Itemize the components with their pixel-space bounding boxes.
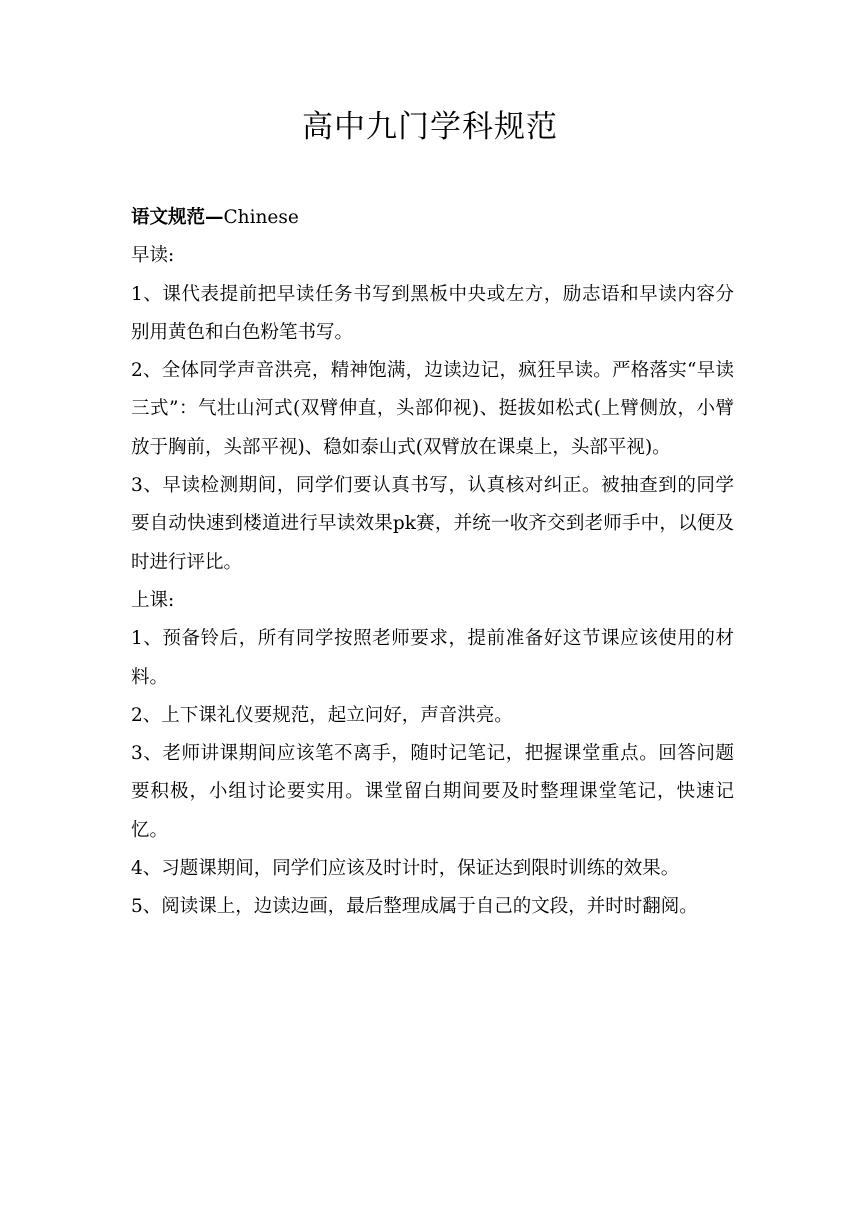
morning-reading-item-1: 1、课代表提前把早读任务书写到黑板中央或左方，励志语和早读内容分别用黄色和白色粉笔书写。 — [131, 283, 734, 343]
document-body — [131, 199, 734, 927]
section-heading-morning-reading: 早读: — [131, 245, 175, 267]
section-heading-class: 上课: — [131, 589, 175, 611]
morning-reading-item-2: 2、全体同学声音洪亮，精神饱满，边读边记，疯狂早读。严格落实“早读三式”：气壮山河式(双臂伸直，头部仰视)、挺拔如松式(上臂侧放，小臂放于胸前，头部平视)、稳如泰山式(双臂放在课桌上，头部平视)。 — [131, 360, 734, 458]
document-title: 高中九门学科规范 — [302, 109, 558, 145]
morning-reading-item-3: 3、早读检测期间，同学们要认真书写，认真核对纠正。被抽查到的同学要自动快速到楼道进行早读效果pk赛，并统一收齐交到老师手中，以便及时进行评比。 — [131, 475, 734, 573]
class-item-5: 5、阅读课上，边读边画，最后整理成属于自己的文段，并时时翻阅。 — [131, 896, 698, 918]
subject-heading — [131, 199, 734, 237]
class-item-3: 3、老师讲课期间应该笔不离手，随时记笔记，把握课堂重点。回答问题要积极，小组讨论要实用。课堂留白期间要及时整理课堂笔记，快速记忆。 — [131, 743, 734, 841]
class-item-2: 2、上下课礼仪要规范，起立问好，声音洪亮。 — [131, 704, 513, 726]
class-item-1: 1、预备铃后，所有同学按照老师要求，提前准备好这节课应该使用的材料。 — [131, 628, 734, 688]
class-item-4: 4、习题课期间，同学们应该及时计时，保证达到限时训练的效果。 — [131, 858, 680, 880]
subject-heading-zh: 语文规范— — [131, 207, 224, 228]
subject-heading-en: Chinese — [223, 207, 299, 228]
